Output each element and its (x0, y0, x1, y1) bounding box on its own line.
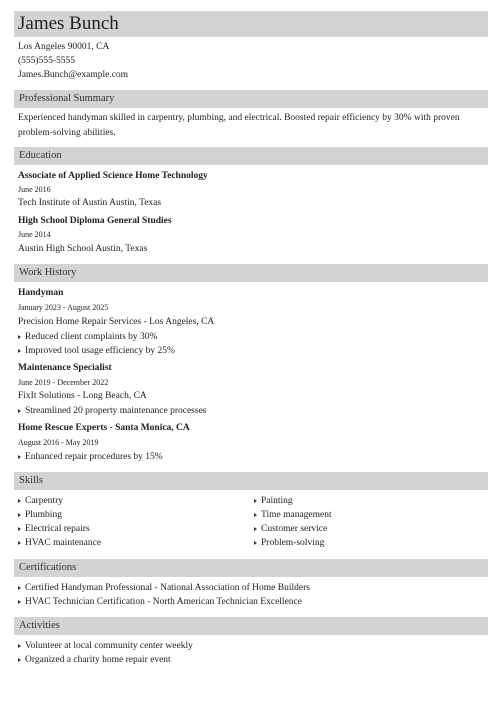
education-date: June 2016 (18, 185, 51, 194)
bullet-icon (18, 644, 21, 648)
job-company: FixIt Solutions - Long Beach, CA (18, 391, 147, 401)
section-title: Certifications (19, 562, 77, 573)
job-title: Handyman (18, 288, 64, 298)
job-dates: June 2019 - December 2022 (18, 378, 109, 387)
job-dates: January 2023 - August 2025 (18, 303, 109, 312)
section-header-certifications (14, 559, 488, 577)
education-school: Tech Institute of Austin Austin, Texas (18, 198, 162, 208)
education-date: June 2014 (18, 230, 51, 239)
summary-text: Experienced handyman skilled in carpentry, plumbing, and electrical. Boosted repair efficiency by 30% with proven problem-solving abilities. (18, 113, 460, 138)
resume-page: James Bunch Los Angeles 90001, CA (555)555-5555 James.Bunch@example.com Professional Summary Experienced handyman skilled in carpentry, plumbing, and electrical. Boosted repair efficiency by 30% with proven problem-solving abilities. Education Associate of Applied Science Home Technology June 2016 Tech Institute of Austin Austin, Texas High School Diploma General Studies June 2014 Austin High School Austin, Texas Work History Handyman January 2023 - August 2025 Precision Home Repair Services - Los Angeles, CA Reduced client complaints by 30% Improved tool usage efficiency by 25% Maintenance Specialist June 2019 - December 2022 FixIt Solutions - Long Beach, CA Streamlined 20 property maintenance processes Home Rescue Experts - Santa Monica, CA August 2016 - May 2019 Enhanced repair procedures by 15% Skills Carpentry Plumbing Electrical repairs HVAC maintenance Painting Time management Customer service Problem-solving Certifications Certified Handyman Professional - National Association of Home Builders HVAC Technician Certification - North American Technician Excellence Activities Volunteer at local community center weekly Organized a charity home repair event (0, 0, 500, 704)
job-dates: August 2016 - May 2019 (18, 438, 99, 447)
bullet-icon (18, 335, 21, 339)
bullet-icon (18, 499, 21, 503)
bullet-icon (18, 600, 21, 604)
bullet-icon (254, 541, 257, 545)
bullet-icon (18, 541, 21, 545)
job-title: Maintenance Specialist (18, 363, 112, 373)
section-header-summary (14, 90, 488, 108)
section-header-education (14, 147, 488, 165)
job-company: Precision Home Repair Services - Los Angeles, CA (18, 317, 215, 327)
section-title: Work History (19, 267, 77, 278)
contact-email: James.Bunch@example.com (18, 70, 129, 80)
bullet-icon (18, 586, 21, 590)
candidate-name: James Bunch (18, 13, 119, 34)
education-degree: Associate of Applied Science Home Technology (18, 171, 208, 181)
bullet-icon (254, 499, 257, 503)
contact-phone: (555)555-5555 (18, 56, 75, 66)
job-title: Home Rescue Experts - Santa Monica, CA (18, 423, 190, 433)
section-title: Activities (19, 620, 60, 631)
bullet-icon (18, 658, 21, 662)
bullet-icon (18, 513, 21, 517)
contact-address: Los Angeles 90001, CA (18, 42, 110, 52)
bullet-icon (18, 455, 21, 459)
bullet-icon (18, 527, 21, 531)
education-degree: High School Diploma General Studies (18, 216, 172, 226)
section-title: Skills (19, 475, 43, 486)
bullet-icon (18, 349, 21, 353)
bullet-icon (254, 527, 257, 531)
bullet-icon (18, 409, 21, 413)
section-header-activities (14, 617, 488, 635)
section-header-skills (14, 472, 488, 490)
name-header-bar (14, 11, 488, 37)
education-school: Austin High School Austin, Texas (18, 244, 148, 254)
section-title: Education (19, 150, 62, 161)
section-header-work-history (14, 264, 488, 282)
bullet-icon (254, 513, 257, 517)
section-title: Professional Summary (19, 93, 115, 104)
